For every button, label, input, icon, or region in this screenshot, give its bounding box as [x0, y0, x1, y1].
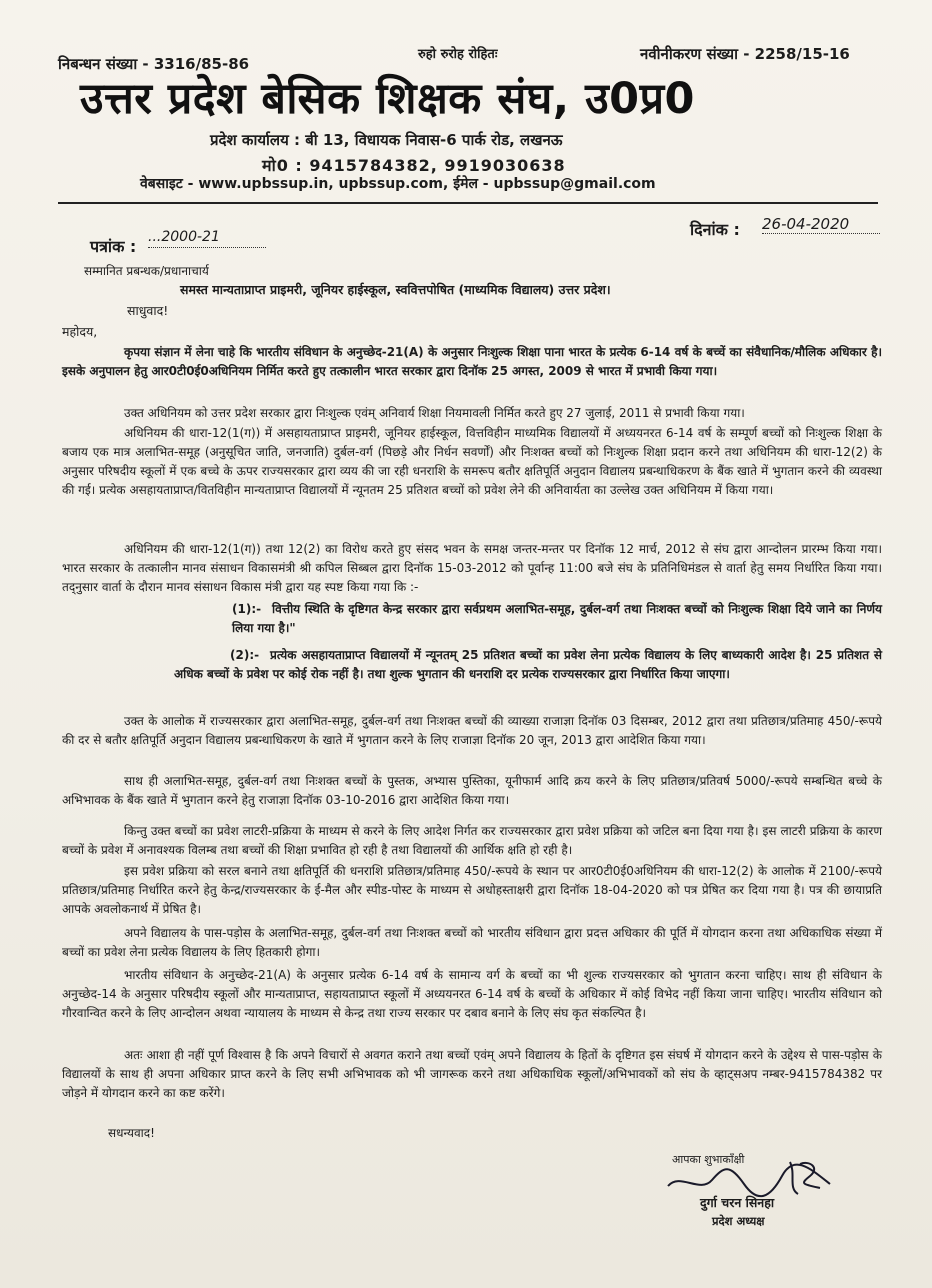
reference-value: ...2000-21	[148, 229, 266, 248]
header-divider	[58, 202, 878, 204]
paragraph-5: उक्त के आलोक में राज्यसरकार द्वारा अलाभित-समूह, दुर्बल-वर्ग तथा निःशक्त बच्चों की व्याख्या राजाज्ञा दिनॉक 03 दिसम्बर, 2012 द्वारा तथा प्रतिछात्र/प्रतिमाह 450/-रूपये की दर से बतौर क्षतिपूर्ति अनुदान विद्यालय प्रबन्धाधिकरण के खाते में भुगतान करने के लिए राजाज्ञा दिनॉक 20 जून, 2013 द्वारा आदेशित किया गया।	[62, 714, 882, 747]
point-2-text: प्रत्येक असहायताप्राप्त विद्यालयों में न्यूनतम् 25 प्रतिशत बच्चों का प्रवेश लेना प्रत्येक विद्यालय के लिए बाध्यकारी आदेश है। 25 प्रतिशत से अधिक बच्चों के प्रवेश पर कोई रोक नहीं है। तथा शुल्क भुगतान की धनराशि दर प्रत्येक राज्यसरकार द्वारा निर्धारित किया जाएगा।	[174, 648, 882, 681]
paragraph-9: अपने विद्यालय के पास-पड़ोस के अलाभित-समूह, दुर्बल-वर्ग तथा निःशक्त बच्चों को भारतीय संविधान द्वारा प्रदत्त अधिकार की पूर्ति में योगदान करना तथा अधिकाधिक संख्या में बच्चों का प्रवेश लेना प्रत्येक विद्यालय के लिए हितकारी होगा।	[62, 926, 882, 959]
point-2-label: (2):-	[230, 648, 260, 662]
paragraph-6: साथ ही अलाभित-समूह, दुर्बल-वर्ग तथा निःशक्त बच्चों के पुस्तक, अभ्यास पुस्तिका, यूनीफार्म आदि क्रय करने के लिए प्रतिछात्र/प्रतिवर्ष 5000/-रूपये सम्बन्धित बच्चे के अभिभावक के बैंक खाते में भुगतान करने हेतु राजाज्ञा दिनॉक 03-10-2016 द्वारा आदेशित किया गया।	[62, 774, 882, 807]
paragraph-11: अतः आशा ही नहीं पूर्ण विश्वास है कि अपने विचारों से अवगत कराने तथा बच्चों एवंम् अपने विद्यालय के हितों के दृष्टिगत इस संघर्ष में योगदान करने के उद्देश्य से पास-पड़ोस के विद्यालयों के साथ ही अपना अधिकार प्राप्त करने के लिए सभी अभिभावक को भी जागरूक करने तथा अधिकाधिक स्कूलों/अभिभावकों को संघ के व्हाट्सअप नम्बर-9415784382 पर जोड़ने में योगदान करने का कष्ट करेंगे।	[62, 1048, 882, 1100]
paragraph-10: भारतीय संविधान के अनुच्छेद-21(A) के अनुसार प्रत्येक 6-14 वर्ष के सामान्य वर्ग के बच्चों का भी शुल्क राज्यसरकार को भुगतान करना चाहिए। साथ ही संविधान के अनुच्छेद-14 के अनुसार परिषदीय स्कूलों और मान्यताप्राप्त, सहायताप्राप्त स्कूलों में अध्ययनरत 6-14 वर्ष के बच्चों के अधिकार में कोई विभेद नहीं किया जाना चाहिए। भारतीय संविधान को गौरवान्वित करने के लिए आन्दोलन अथवा न्यायालय के माध्यम से केन्द्र तथा राज्य सरकार पर दबाव बनाने के लिए संघ कृत संकल्पित है।	[62, 968, 882, 1020]
organization-title: उत्तर प्रदेश बेसिक शिक्षक संघ, उ0प्र0	[80, 74, 695, 124]
closing: आपका शुभाकाँक्षी	[672, 1153, 745, 1166]
motto: रुहो रुरोह रोहितः	[418, 47, 498, 62]
recipient: समस्त मान्यताप्राप्त प्राइमरी, जूनियर हाईस्कूल, स्ववित्तपोषित (माध्यमिक विद्यालय) उत्तर प्रदेश।	[180, 282, 611, 297]
paragraph-1: कृपया संज्ञान में लेना चाहे कि भारतीय संविधान के अनुच्छेद-21(A) के अनुसार निःशुल्क शिक्षा पाना भारत के प्रत्येक 6-14 वर्ष के बच्चें का संवैधानिक/मौलिक अधिकार है। इसके अनुपालन हेतु आर0टी0ई0अधिनियम निर्मित करते हुए तत्कालीन भारत सरकार द्वारा दिनॉक 25 अगस्त, 2009 से भारत में प्रभावी किया गया।	[62, 345, 882, 378]
point-2	[174, 646, 882, 684]
signatory-name: दुर्गा चरन सिनहा	[700, 1195, 775, 1210]
office-address: प्रदेश कार्यालय : बी 13, विधायक निवास-6 पार्क रोड, लखनऊ	[210, 131, 563, 149]
point-1-label: (1):-	[232, 602, 262, 616]
address-line: महोदय,	[62, 324, 98, 339]
paragraph-8: इस प्रवेश प्रक्रिया को सरल बनाने तथा क्षतिपूर्ति की धनराशि प्रतिछात्र/प्रतिमाह 450/-रूपये के स्थान पर आर0टी0ई0अधिनियम की धारा-12(2) के आलोक में 2100/-रूपये प्रतिछात्र/प्रतिमाह निर्धारित करने हेतु केन्द्र/राज्यसरकार के ई-मैल और स्पीड-पोस्ट के माध्यम से अधोहस्ताक्षरी द्वारा दिनॉक 18-04-2020 को पत्र प्रेषित कर दिया गया है। पत्र की छायाप्रति आपके अवलोकनार्थ में प्रेषित है।	[62, 864, 882, 916]
signatory-post: प्रदेश अध्यक्ष	[712, 1214, 765, 1228]
point-1	[232, 600, 882, 638]
paragraph-4: अधिनियम की धारा-12(1(ग)) तथा 12(2) का विरोध करते हुए संसद भवन के समक्ष जन्तर-मन्तर पर दिनॉक 12 मार्च, 2012 से संघ द्वारा आन्दोलन प्रारम्भ किया गया। भारत सरकार के तत्कालीन मानव संसाधन विकासमंत्री श्री कपिल सिब्बल द्वारा दिनॉक 15-03-2012 को पूर्वान्ह 11:00 बजे संघ के प्रतिनिधिमंडल से वार्ता हेतु समय निर्धारित किया गया। तद्नुसार वार्ता के दौरान मानव संसाधन विकास मंत्री द्वारा यह स्पष्ट किया गया कि :-	[62, 542, 882, 594]
recipient-role: सम्मानित प्रबन्धक/प्रधानाचार्य	[84, 264, 209, 278]
paragraph-7: किन्तु उक्त बच्चों का प्रवेश लाटरी-प्रक्रिया के माध्यम से करने के लिए आदेश निर्गत कर राज्यसरकार द्वारा प्रवेश प्रक्रिया को जटिल बना दिया गया है। इस लाटरी प्रक्रिया के कारण बच्चों के प्रवेश में अनावश्यक विलम्ब तथा बच्चों की शिक्षा प्रभावित हो रही है तथा विद्यालयों की आर्थिक क्षति हो रही है।	[62, 824, 882, 857]
greeting: साधुवाद!	[127, 303, 169, 318]
thanks: सधन्यवाद!	[108, 1126, 155, 1140]
date-label: दिनांक :	[690, 220, 740, 239]
paragraph-2: उक्त अधिनियम को उत्तर प्रदेश सरकार द्वारा निःशुल्क एवंम् अनिवार्य शिक्षा नियमावली निर्मित करते हुए 27 जुलाई, 2011 से प्रभावी किया गया।	[124, 406, 745, 420]
mobile-numbers: मो0 : 9415784382, 9919030638	[262, 156, 566, 175]
registration-number: निबन्धन संख्या - 3316/85-86	[58, 55, 250, 73]
renewal-number: नवीनीकरण संख्या - 2258/15-16	[640, 45, 850, 63]
point-1-text: वित्तीय स्थिति के दृष्टिगत केन्द्र सरकार द्वारा सर्वप्रथम अलाभित-समूह, दुर्बल-वर्ग तथा निःशक्त बच्चों को निःशुल्क शिक्षा दिये जाने का निर्णय लिया गया है।"	[232, 602, 882, 635]
website-email: वेबसाइट - www.upbssup.in, upbssup.com, ईमेल - upbssup@gmail.com	[140, 176, 656, 192]
paragraph-3: अधिनियम की धारा-12(1(ग)) में असहायताप्राप्त प्राइमरी, जूनियर हाईस्कूल, वित्तविहीन माध्यमिक विद्यालयों में अध्ययनरत 6-14 वर्ष के सम्पूर्ण बच्चों को निःशुल्क शिक्षा के बजाय एक मात्र अलाभित-समूह (अनुसूचित जाति, जनजाति) दुर्बल-वर्ग (पिछड़े और निर्धन सवर्णों) और निःशक्त बच्चों को निःशुल्क शिक्षा प्रदान करने तथा अधिनियम की धारा-12(2) के अनुसार परिषदीय स्कूलों में एक बच्चे के ऊपर राज्यसरकार द्वारा व्यय की जा रही धनराशि के समरूप बतौर क्षतिपूर्ति अनुदान विद्यालय प्रबन्धाधिकरण के बैंक खाते में भुगतान करने की व्यवस्था की गई। प्रत्येक असहायताप्राप्त/वितविहीन मान्यताप्राप्त विद्यालयों में न्यूनतम 25 प्रतिशत बच्चों को प्रवेश लेने की अनिवार्यता का उल्लेख उक्त अधिनियम में किया गया।	[62, 426, 882, 497]
reference-label: पत्रांक :	[90, 237, 137, 256]
date-value: 26-04-2020	[762, 215, 880, 234]
